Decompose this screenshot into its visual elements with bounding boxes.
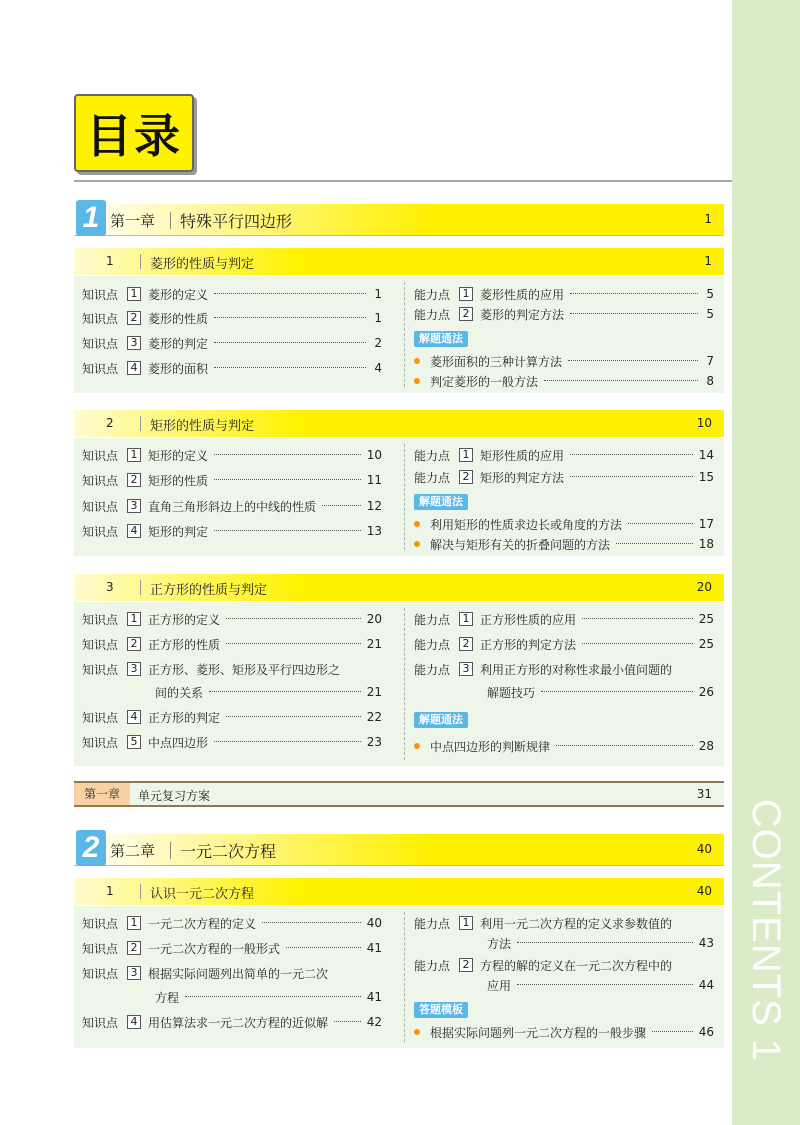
entry-title: 菱形的定义 xyxy=(148,287,209,302)
entry-title-continued: 解题技巧 xyxy=(487,685,536,700)
entry-number: 1 xyxy=(459,448,473,462)
toc-entry[interactable] xyxy=(414,446,714,464)
method-page: 8 xyxy=(706,374,714,388)
entry-title: 矩形的判定方法 xyxy=(480,470,565,485)
entry-kind: 知识点 xyxy=(82,361,119,376)
entry-kind: 知识点 xyxy=(82,499,119,514)
entry-number: 4 xyxy=(127,524,141,538)
entry-kind: 知识点 xyxy=(82,662,119,677)
entry-title: 方程的解的定义在一元二次方程中的 xyxy=(480,958,673,973)
entry-title: 矩形的性质 xyxy=(148,473,209,488)
entry-page: 44 xyxy=(698,978,714,992)
section-number: 2 xyxy=(106,416,114,430)
leader-dots xyxy=(616,535,693,544)
toc-entry[interactable] xyxy=(82,471,382,489)
entry-page: 40 xyxy=(366,916,382,930)
leader-dots xyxy=(214,309,366,318)
leader-dots xyxy=(541,683,693,692)
leader-dots xyxy=(570,305,698,314)
entry-kind: 知识点 xyxy=(82,941,119,956)
entry-title: 正方形的判定方法 xyxy=(480,637,577,652)
leader-dots xyxy=(570,468,693,477)
section-title: 认识一元二次方程 xyxy=(150,887,255,902)
bullet-icon xyxy=(414,521,420,527)
method-tag: 解题通法 xyxy=(414,712,468,728)
toc-entry[interactable] xyxy=(414,914,714,932)
leader-dots xyxy=(226,610,361,619)
entry-number: 1 xyxy=(459,612,473,626)
chapter-bar[interactable] xyxy=(74,201,724,236)
section-number: 1 xyxy=(106,884,114,898)
entry-title: 中点四边形 xyxy=(148,735,209,750)
side-label-text: CONTENTS 1 xyxy=(744,798,789,1062)
title-divider xyxy=(74,180,732,182)
entry-page: 12 xyxy=(366,499,382,513)
entry-title-continued: 应用 xyxy=(487,978,512,993)
entry-number: 2 xyxy=(459,470,473,484)
entry-kind: 知识点 xyxy=(82,287,119,302)
toc-entry[interactable] xyxy=(82,285,382,303)
leader-dots xyxy=(570,285,698,294)
entry-kind: 能力点 xyxy=(414,637,451,652)
entry-number: 2 xyxy=(459,307,473,321)
section-number: 1 xyxy=(106,254,114,268)
entry-title: 一元二次方程的一般形式 xyxy=(148,941,281,956)
section-title: 矩形的性质与判定 xyxy=(150,419,255,434)
entry-kind: 能力点 xyxy=(414,448,451,463)
toc-entry-continuation[interactable] xyxy=(155,988,382,1006)
section-title: 正方形的性质与判定 xyxy=(150,583,268,598)
entry-page: 14 xyxy=(698,448,714,462)
entry-title: 正方形、菱形、矩形及平行四边形之 xyxy=(148,662,341,677)
entry-page: 20 xyxy=(366,612,382,626)
entry-title-continued: 方法 xyxy=(487,936,512,951)
leader-dots xyxy=(209,683,361,692)
bullet-icon xyxy=(414,1029,420,1035)
entry-kind: 能力点 xyxy=(414,662,451,677)
method-title: 解决与矩形有关的折叠问题的方法 xyxy=(430,537,611,552)
chapter-label: 第二章 xyxy=(110,842,156,860)
page-title-box xyxy=(74,94,194,172)
panel-divider xyxy=(404,282,405,387)
chapter-review-bar[interactable] xyxy=(74,781,724,807)
entry-title: 矩形性质的应用 xyxy=(480,448,565,463)
chapter-title: 特殊平行四边形 xyxy=(180,212,293,231)
entry-page: 41 xyxy=(366,941,382,955)
entry-page: 4 xyxy=(374,361,382,375)
entry-number: 3 xyxy=(127,499,141,513)
entry-number: 2 xyxy=(127,637,141,651)
entry-page: 25 xyxy=(698,612,714,626)
entry-page: 10 xyxy=(366,448,382,462)
entry-number: 1 xyxy=(127,287,141,301)
bullet-icon xyxy=(414,743,420,749)
entry-page: 21 xyxy=(366,685,382,699)
leader-dots xyxy=(334,1013,361,1022)
entry-number: 3 xyxy=(127,336,141,350)
toc-entry[interactable] xyxy=(82,939,382,957)
entry-title: 菱形的性质 xyxy=(148,311,209,326)
entry-title: 菱形性质的应用 xyxy=(480,287,565,302)
leader-dots xyxy=(214,733,361,742)
entry-page: 11 xyxy=(366,473,382,487)
entry-title: 正方形性质的应用 xyxy=(480,612,577,627)
entry-title: 正方形的性质 xyxy=(148,637,221,652)
entry-kind: 能力点 xyxy=(414,470,451,485)
entry-page: 2 xyxy=(374,336,382,350)
entry-kind: 知识点 xyxy=(82,336,119,351)
entry-number: 2 xyxy=(127,473,141,487)
divider xyxy=(170,842,171,859)
entry-title: 用估算法求一元二次方程的近似解 xyxy=(148,1015,329,1030)
leader-dots xyxy=(226,635,361,644)
divider xyxy=(170,212,171,229)
entry-kind: 知识点 xyxy=(82,448,119,463)
entry-kind: 能力点 xyxy=(414,287,451,302)
entry-page: 1 xyxy=(374,311,382,325)
divider xyxy=(140,580,141,595)
leader-dots xyxy=(568,352,698,361)
leader-dots xyxy=(582,635,693,644)
entry-kind: 知识点 xyxy=(82,1015,119,1030)
entry-kind: 知识点 xyxy=(82,966,119,981)
panel-divider xyxy=(404,912,405,1042)
entry-page: 13 xyxy=(366,524,382,538)
chapter-bar[interactable] xyxy=(74,831,724,866)
leader-dots xyxy=(226,708,361,717)
toc-entry[interactable] xyxy=(82,635,382,653)
toc-entry-continuation[interactable] xyxy=(487,683,714,701)
section-bar[interactable] xyxy=(74,574,724,601)
toc-entry[interactable] xyxy=(82,359,382,377)
leader-dots xyxy=(286,939,361,948)
toc-entry[interactable] xyxy=(414,468,714,486)
leader-dots xyxy=(214,285,366,294)
toc-entry[interactable] xyxy=(414,305,714,323)
review-page: 31 xyxy=(696,787,712,801)
entry-title: 矩形的判定 xyxy=(148,524,209,539)
entry-page: 25 xyxy=(698,637,714,651)
review-label: 第一章 xyxy=(74,783,130,805)
entry-kind: 能力点 xyxy=(414,307,451,322)
entry-title: 利用一元二次方程的定义求参数值的 xyxy=(480,916,673,931)
entry-number: 4 xyxy=(127,1015,141,1029)
chapter-title: 一元二次方程 xyxy=(180,842,277,861)
entry-kind: 知识点 xyxy=(82,735,119,750)
leader-dots xyxy=(214,471,361,480)
entry-number: 2 xyxy=(459,637,473,651)
entry-title: 正方形的判定 xyxy=(148,710,221,725)
entry-page: 42 xyxy=(366,1015,382,1029)
method-entry[interactable] xyxy=(414,1023,714,1041)
toc-entry[interactable] xyxy=(414,635,714,653)
leader-dots xyxy=(214,446,361,455)
entry-page: 15 xyxy=(698,470,714,484)
chapter-label: 第一章 xyxy=(110,212,156,230)
leader-dots xyxy=(214,359,366,368)
method-title: 中点四边形的判断规律 xyxy=(430,739,551,754)
chapter-number-badge: 2 xyxy=(76,830,106,866)
toc-entry[interactable] xyxy=(82,708,382,726)
entry-kind: 知识点 xyxy=(82,710,119,725)
section-title: 菱形的性质与判定 xyxy=(150,257,255,272)
leader-dots xyxy=(544,372,698,381)
method-entry[interactable] xyxy=(414,372,714,390)
divider xyxy=(140,254,141,269)
entry-number: 5 xyxy=(127,735,141,749)
leader-dots xyxy=(570,446,693,455)
toc-entry[interactable] xyxy=(82,610,382,628)
divider xyxy=(140,416,141,431)
entry-page: 23 xyxy=(366,735,382,749)
entry-number: 1 xyxy=(459,916,473,930)
entry-number: 2 xyxy=(127,311,141,325)
toc-entry[interactable] xyxy=(414,660,714,678)
entry-title-continued: 方程 xyxy=(155,990,180,1005)
leader-dots xyxy=(262,914,361,923)
entry-page: 21 xyxy=(366,637,382,651)
entry-page: 22 xyxy=(366,710,382,724)
entry-kind: 知识点 xyxy=(82,311,119,326)
method-entry[interactable] xyxy=(414,515,714,533)
toc-entry-continuation[interactable] xyxy=(487,976,714,994)
template-tag: 答题模板 xyxy=(414,1002,468,1018)
entry-number: 4 xyxy=(127,710,141,724)
leader-dots xyxy=(214,522,361,531)
bullet-icon xyxy=(414,358,420,364)
method-title: 根据实际问题列一元二次方程的一般步骤 xyxy=(430,1025,647,1040)
entry-title-continued: 间的关系 xyxy=(155,685,204,700)
method-page: 7 xyxy=(706,354,714,368)
entry-page: 5 xyxy=(706,307,714,321)
page-title: 目录 xyxy=(86,109,182,163)
toc-entry-continuation[interactable] xyxy=(155,683,382,701)
entry-title: 利用正方形的对称性求最小值问题的 xyxy=(480,662,673,677)
review-title: 单元复习方案 xyxy=(138,789,211,803)
method-title: 菱形面积的三种计算方法 xyxy=(430,354,563,369)
toc-entry[interactable] xyxy=(82,497,382,515)
entry-kind: 知识点 xyxy=(82,473,119,488)
section-bar[interactable] xyxy=(74,248,724,275)
entry-number: 1 xyxy=(127,916,141,930)
section-page: 1 xyxy=(704,254,712,268)
toc-entry[interactable] xyxy=(82,522,382,540)
entry-number: 4 xyxy=(127,361,141,375)
entry-kind: 知识点 xyxy=(82,916,119,931)
method-page: 17 xyxy=(698,517,714,531)
chapter-number-badge: 1 xyxy=(76,200,106,236)
entry-title: 一元二次方程的定义 xyxy=(148,916,257,931)
method-title: 判定菱形的一般方法 xyxy=(430,374,539,389)
method-page: 18 xyxy=(698,537,714,551)
toc-entry[interactable] xyxy=(82,733,382,751)
leader-dots xyxy=(582,610,693,619)
method-tag: 解题通法 xyxy=(414,331,468,347)
leader-dots xyxy=(652,1023,693,1032)
method-entry[interactable] xyxy=(414,535,714,553)
entry-kind: 能力点 xyxy=(414,958,451,973)
entry-title: 菱形的面积 xyxy=(148,361,209,376)
toc-entry[interactable] xyxy=(414,956,714,974)
entry-number: 3 xyxy=(459,662,473,676)
entry-number: 1 xyxy=(127,612,141,626)
panel-divider xyxy=(404,608,405,760)
entry-kind: 能力点 xyxy=(414,916,451,931)
entry-title: 直角三角形斜边上的中线的性质 xyxy=(148,499,317,514)
leader-dots xyxy=(322,497,361,506)
toc-entry[interactable] xyxy=(82,964,382,982)
toc-entry[interactable] xyxy=(414,610,714,628)
entry-title: 菱形的判定方法 xyxy=(480,307,565,322)
entry-title: 根据实际问题列出简单的一元二次 xyxy=(148,966,329,981)
chapter-page: 1 xyxy=(704,212,712,226)
section-page: 20 xyxy=(696,580,712,594)
entry-kind: 知识点 xyxy=(82,524,119,539)
method-title: 利用矩形的性质求边长或角度的方法 xyxy=(430,517,623,532)
toc-entry-continuation[interactable] xyxy=(487,934,714,952)
leader-dots xyxy=(517,934,693,943)
section-bar[interactable] xyxy=(74,878,724,905)
entry-number: 3 xyxy=(127,966,141,980)
entry-kind: 能力点 xyxy=(414,612,451,627)
leader-dots xyxy=(214,334,366,343)
section-bar[interactable] xyxy=(74,410,724,437)
entry-title: 菱形的判定 xyxy=(148,336,209,351)
entry-title: 正方形的定义 xyxy=(148,612,221,627)
section-page: 40 xyxy=(696,884,712,898)
toc-entry[interactable] xyxy=(82,446,382,464)
toc-entry[interactable] xyxy=(414,285,714,303)
leader-dots xyxy=(185,988,361,997)
entry-page: 1 xyxy=(374,287,382,301)
entry-title: 矩形的定义 xyxy=(148,448,209,463)
entry-page: 26 xyxy=(698,685,714,699)
entry-kind: 知识点 xyxy=(82,637,119,652)
toc-entry[interactable] xyxy=(82,334,382,352)
leader-dots xyxy=(556,737,693,746)
chapter-page: 40 xyxy=(696,842,712,856)
method-entry[interactable] xyxy=(414,737,714,755)
section-number: 3 xyxy=(106,580,114,594)
panel-divider xyxy=(404,444,405,550)
toc-entry[interactable] xyxy=(82,660,382,678)
divider xyxy=(140,884,141,899)
entry-number: 3 xyxy=(127,662,141,676)
bullet-icon xyxy=(414,541,420,547)
method-page: 28 xyxy=(698,739,714,753)
leader-dots xyxy=(628,515,693,524)
entry-number: 2 xyxy=(127,941,141,955)
entry-page: 41 xyxy=(366,990,382,1004)
entry-number: 1 xyxy=(127,448,141,462)
entry-page: 43 xyxy=(698,936,714,950)
toc-entry[interactable] xyxy=(82,309,382,327)
side-label xyxy=(738,800,794,1060)
method-entry[interactable] xyxy=(414,352,714,370)
entry-page: 5 xyxy=(706,287,714,301)
toc-entry[interactable] xyxy=(82,1013,382,1031)
entry-number: 1 xyxy=(459,287,473,301)
entry-kind: 知识点 xyxy=(82,612,119,627)
leader-dots xyxy=(517,976,693,985)
entry-number: 2 xyxy=(459,958,473,972)
method-page: 46 xyxy=(698,1025,714,1039)
section-page: 10 xyxy=(696,416,712,430)
method-tag: 解题通法 xyxy=(414,494,468,510)
toc-entry[interactable] xyxy=(82,914,382,932)
bullet-icon xyxy=(414,378,420,384)
